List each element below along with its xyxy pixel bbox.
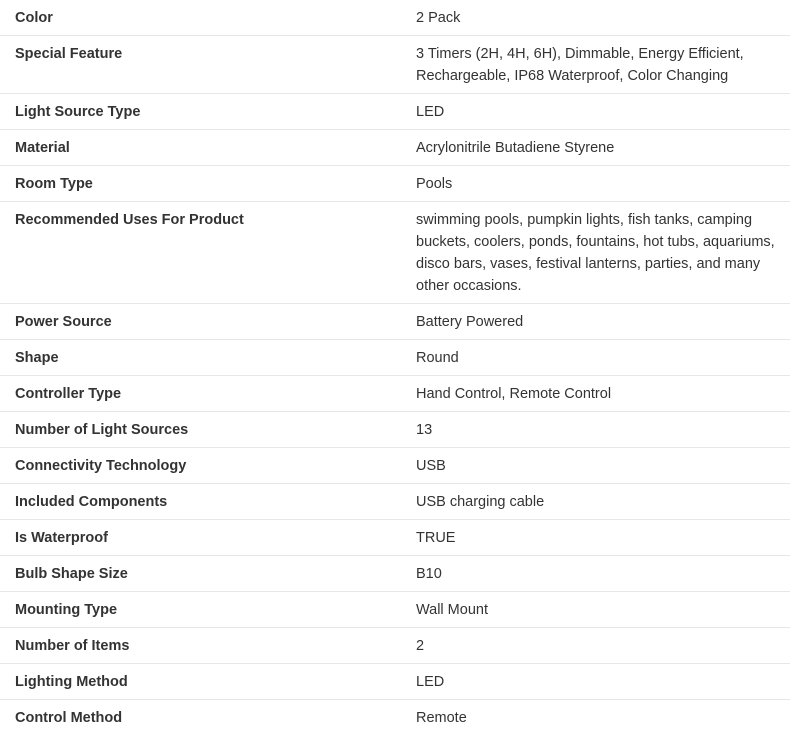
spec-row-is-waterproof (0, 520, 790, 556)
spec-label: Controller Type (0, 376, 401, 412)
spec-row-room-type (0, 166, 790, 202)
spec-row-light-source-type (0, 94, 790, 130)
spec-row-connectivity-technology (0, 448, 790, 484)
spec-row-control-method (0, 700, 790, 736)
spec-value: Round (401, 340, 790, 376)
spec-row-material (0, 130, 790, 166)
spec-row-color (0, 0, 790, 36)
spec-value: USB (401, 448, 790, 484)
spec-label: Special Feature (0, 36, 401, 94)
spec-label: Control Method (15, 710, 123, 726)
spec-value: swimming pools, pumpkin lights, fish tanks, camping buckets, coolers, ponds, fountains, hot tubs, aquariums, disco bars, vases, festival lanterns, parties, and many other occasions. (401, 202, 790, 304)
spec-label: Bulb Shape Size (0, 556, 401, 592)
spec-value: LED (401, 664, 790, 700)
spec-value: 3 Timers (2H, 4H, 6H), Dimmable, Energy Efficient, Rechargeable, IP68 Waterproof, Color Changing (401, 36, 790, 94)
spec-value: 13 (401, 412, 790, 448)
spec-label: Lighting Method (0, 664, 401, 700)
spec-row-number-of-items (0, 628, 790, 664)
spec-label: Light Source Type (0, 94, 401, 130)
spec-label: Shape (0, 340, 401, 376)
spec-value: LED (401, 94, 790, 130)
spec-label: Recommended Uses For Product (0, 202, 401, 304)
spec-row-shape (0, 340, 790, 376)
spec-value: Wall Mount (401, 592, 790, 628)
spec-label: Material (0, 130, 401, 166)
spec-value: Remote (416, 710, 467, 726)
spec-label: Number of Light Sources (0, 412, 401, 448)
spec-value: B10 (401, 556, 790, 592)
spec-row-included-components (0, 484, 790, 520)
spec-row-mounting-type (0, 592, 790, 628)
spec-label: Included Components (0, 484, 401, 520)
spec-label: Number of Items (0, 628, 401, 664)
spec-value: 2 (401, 628, 790, 664)
spec-value: 2 Pack (401, 0, 790, 36)
spec-row-recommended-uses (0, 202, 790, 304)
spec-row-bulb-shape-size (0, 556, 790, 592)
spec-value: TRUE (401, 520, 790, 556)
spec-row-number-of-light-sources (0, 412, 790, 448)
spec-value: Hand Control, Remote Control (401, 376, 790, 412)
spec-label: Mounting Type (0, 592, 401, 628)
spec-label: Room Type (0, 166, 401, 202)
spec-row-power-source (0, 304, 790, 340)
spec-value: USB charging cable (401, 484, 790, 520)
spec-row-special-feature (0, 36, 790, 94)
spec-value: Battery Powered (401, 304, 790, 340)
spec-value: Pools (401, 166, 790, 202)
spec-label: Power Source (0, 304, 401, 340)
spec-row-controller-type (0, 376, 790, 412)
spec-label: Connectivity Technology (0, 448, 401, 484)
spec-value: Acrylonitrile Butadiene Styrene (401, 130, 790, 166)
spec-row-lighting-method (0, 664, 790, 700)
spec-label: Color (0, 0, 401, 36)
spec-label: Is Waterproof (0, 520, 401, 556)
